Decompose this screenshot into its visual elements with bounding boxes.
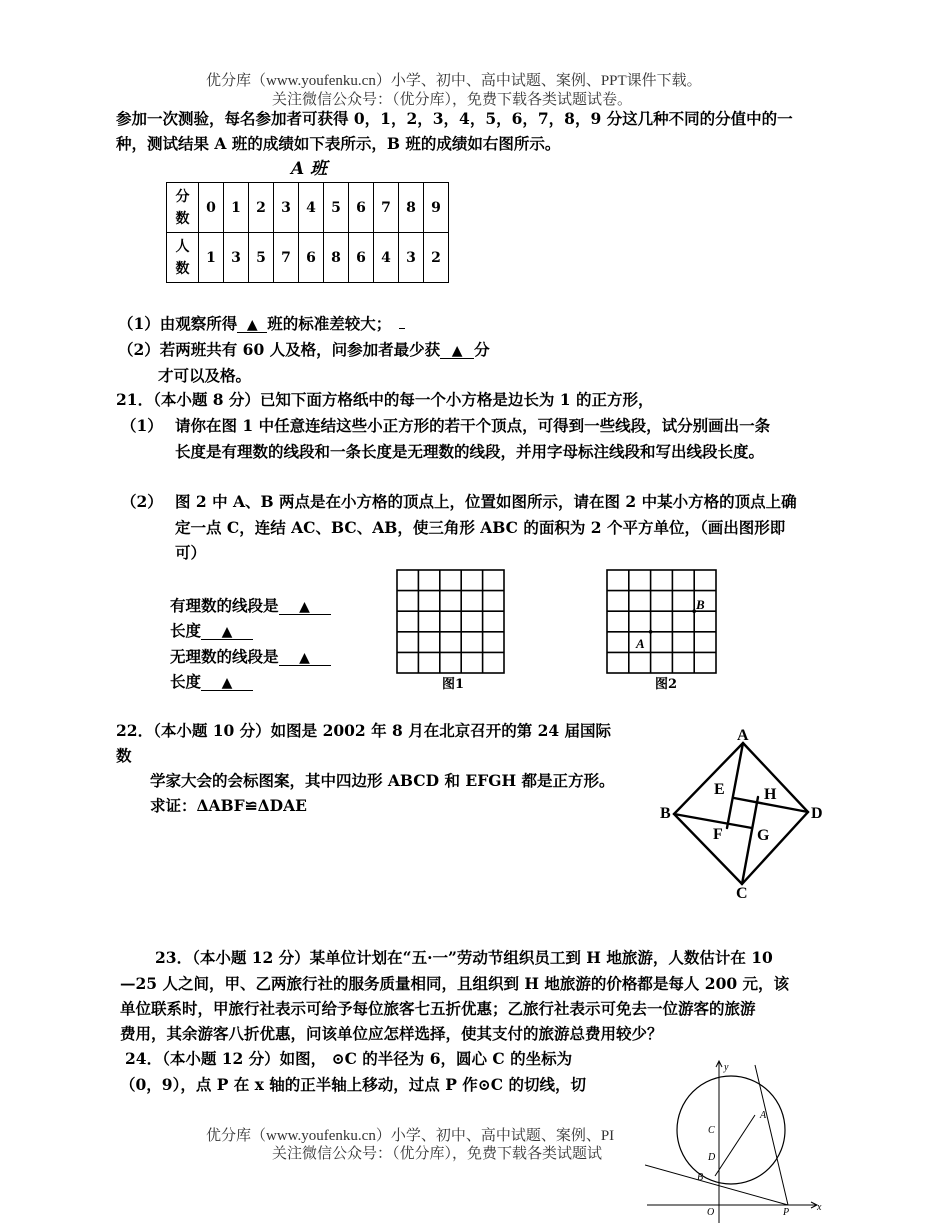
table-title: A 班 [291, 159, 328, 179]
q21-p1-line-1: 请你在图 1 中任意连结这些小正方形的若干个顶点，可得到一些线段，试分别画出一条 [175, 416, 771, 435]
row-header-count: 人 数 [167, 233, 199, 283]
figure-1-grid [396, 569, 506, 675]
count-cell: 1 [199, 233, 224, 283]
q23-line-4: 费用，其余游客八折优惠，问该单位应怎样选择，使其支付的旅游总费用较少？ [120, 1024, 663, 1043]
q20-sub1: （1）由观察所得 ▲ 班的标准差较大； [118, 316, 405, 333]
vertex-a-label: A [737, 727, 749, 744]
row-header-score: 分 数 [167, 183, 199, 233]
footer-line-1: 优分库（www.youfenku.cn）小学、初中、高中试题、案例、PI [206, 1128, 615, 1144]
q22-line-1: 22．（本小题 10 分）如图是 2002 年 8 月在北京召开的第 24 届国际 [116, 721, 612, 740]
answer-blank[interactable]: ▲ [201, 625, 253, 640]
figure-1-caption: 图1 [442, 677, 465, 692]
y-axis-label: y [724, 1062, 729, 1073]
vertex-h-label: H [764, 786, 777, 803]
count-cell: 3 [224, 233, 249, 283]
score-table [166, 182, 449, 283]
q20-sub2-cont: 才可以及格。 [158, 366, 252, 385]
vertex-c-label: C [736, 885, 748, 902]
score-cell: 4 [299, 183, 324, 233]
count-cell: 4 [374, 233, 399, 283]
circle-c [677, 1076, 785, 1184]
count-cell: 7 [274, 233, 299, 283]
table-row [167, 233, 449, 283]
answer-irrational-segment: 无理数的线段是 ▲ [170, 649, 331, 666]
segment-ch [742, 797, 758, 884]
count-cell: 8 [324, 233, 349, 283]
score-cell: 5 [324, 183, 349, 233]
score-cell: 7 [374, 183, 399, 233]
q21-p2-line-1: 图 2 中 A、B 两点是在小方格的顶点上，位置如图所示，请在图 2 中某小方格的顶点上确 [175, 492, 797, 511]
answer-blank[interactable]: ▲ [279, 651, 331, 666]
q21-p2-number: （2） [121, 492, 163, 511]
figure-2-grid [606, 569, 718, 675]
q22-line-3: 学家大会的会标图案，其中四边形 ABCD 和 EFGH 都是正方形。 [150, 771, 615, 790]
segment-a-chord [715, 1115, 755, 1176]
origin-label: O [707, 1207, 715, 1218]
square-abcd [674, 743, 808, 884]
q22-figure [655, 722, 830, 904]
header-line-2: 关注微信公众号：（优分库），免费下载各类试题试卷。 [272, 92, 633, 108]
q22-line-2: 数 [116, 746, 132, 765]
count-cell: 6 [299, 233, 324, 283]
score-cell: 9 [424, 183, 449, 233]
q24-figure [645, 1058, 825, 1224]
q21-p1-number: （1） [121, 416, 163, 435]
vertex-e-label: E [714, 781, 725, 798]
q21-p2-line-3: 可） [175, 543, 207, 562]
answer-blank[interactable]: ▲ [440, 344, 474, 359]
q20-sub2: （2）若两班共有 60 人及格，问参加者最少获 ▲ 分 [118, 340, 490, 359]
answer-blank[interactable]: ▲ [201, 676, 253, 691]
score-cell: 6 [349, 183, 374, 233]
score-cell: 1 [224, 183, 249, 233]
tangent-pa [755, 1065, 788, 1205]
point-d-label: D [708, 1152, 716, 1163]
q21-title: 21．（本小题 8 分）已知下面方格纸中的每一个小方格是边长为 1 的正方形， [116, 390, 654, 409]
vertex-b-label: B [660, 805, 671, 822]
q20-line-1: 参加一次测验，每名参加者可获得 0，1，2，3，4，5，6，7，8，9 分这几种不同的分值中的一 [116, 109, 793, 128]
q22-line-4: 求证：ΔABF≌ΔDAE [150, 796, 307, 815]
vertex-d-label: D [811, 805, 823, 822]
q24-line-1: 24．（本小题 12 分）如图， ⊙C 的半径为 6，圆心 C 的坐标为 [125, 1049, 573, 1068]
q21-p2-line-2: 定一点 C，连结 AC、BC、AB，使三角形 ABC 的面积为 2 个平方单位，（画出图形即 [175, 518, 786, 537]
count-cell: 3 [399, 233, 424, 283]
count-cell: 6 [349, 233, 374, 283]
point-a-label: A [636, 636, 645, 651]
point-a-label: A [760, 1110, 767, 1121]
answer-blank[interactable]: ▲ [237, 318, 267, 333]
answer-irrational-length: 长度 ▲ [170, 674, 253, 691]
answer-rational-length: 长度 ▲ [170, 623, 253, 640]
q23-line-2: —25 人之间，甲、乙两旅行社的服务质量相同，且组织到 H 地旅游的价格都是每人 200 元，该 [120, 974, 790, 993]
score-cell: 3 [274, 183, 299, 233]
answer-blank[interactable]: ▲ [279, 600, 331, 615]
q20-line-2: 种，测试结果 A 班的成绩如下表所示，B 班的成绩如右图所示。 [116, 134, 561, 153]
figure-2-caption: 图2 [655, 677, 678, 692]
point-a-marker [649, 630, 653, 634]
x-axis-label: x [817, 1202, 822, 1213]
point-b-label: B [697, 1172, 704, 1183]
score-cell: 0 [199, 183, 224, 233]
vertex-g-label: G [757, 827, 770, 844]
footer-line-2: 关注微信公众号：（优分库），免费下载各类试题试 [272, 1146, 603, 1162]
score-cell: 2 [249, 183, 274, 233]
point-b-label: B [696, 597, 705, 612]
point-c-label: C [708, 1125, 715, 1136]
q23-line-1: 23．（本小题 12 分）某单位计划在“五·一”劳动节组织员工到 H 地旅游，人数估计在 10 [155, 948, 773, 967]
score-cell: 8 [399, 183, 424, 233]
answer-rational-segment: 有理数的线段是 ▲ [170, 598, 331, 615]
count-cell: 2 [424, 233, 449, 283]
q21-p1-line-2: 长度是有理数的线段和一条长度是无理数的线段，并用字母标注线段和写出线段长度。 [175, 442, 765, 461]
header-line-1: 优分库（www.youfenku.cn）小学、初中、高中试题、案例、PPT课件下载。 [206, 73, 702, 89]
table-row [167, 183, 449, 233]
vertex-f-label: F [713, 826, 723, 843]
point-p-label: P [783, 1207, 790, 1218]
count-cell: 5 [249, 233, 274, 283]
q23-line-3: 单位联系时，甲旅行社表示可给予每位旅客七五折优惠；乙旅行社表示可免去一位游客的旅游 [120, 999, 756, 1018]
q24-line-2: （0，9），点 P 在 x 轴的正半轴上移动，过点 P 作⊙C 的切线，切 [120, 1075, 586, 1094]
